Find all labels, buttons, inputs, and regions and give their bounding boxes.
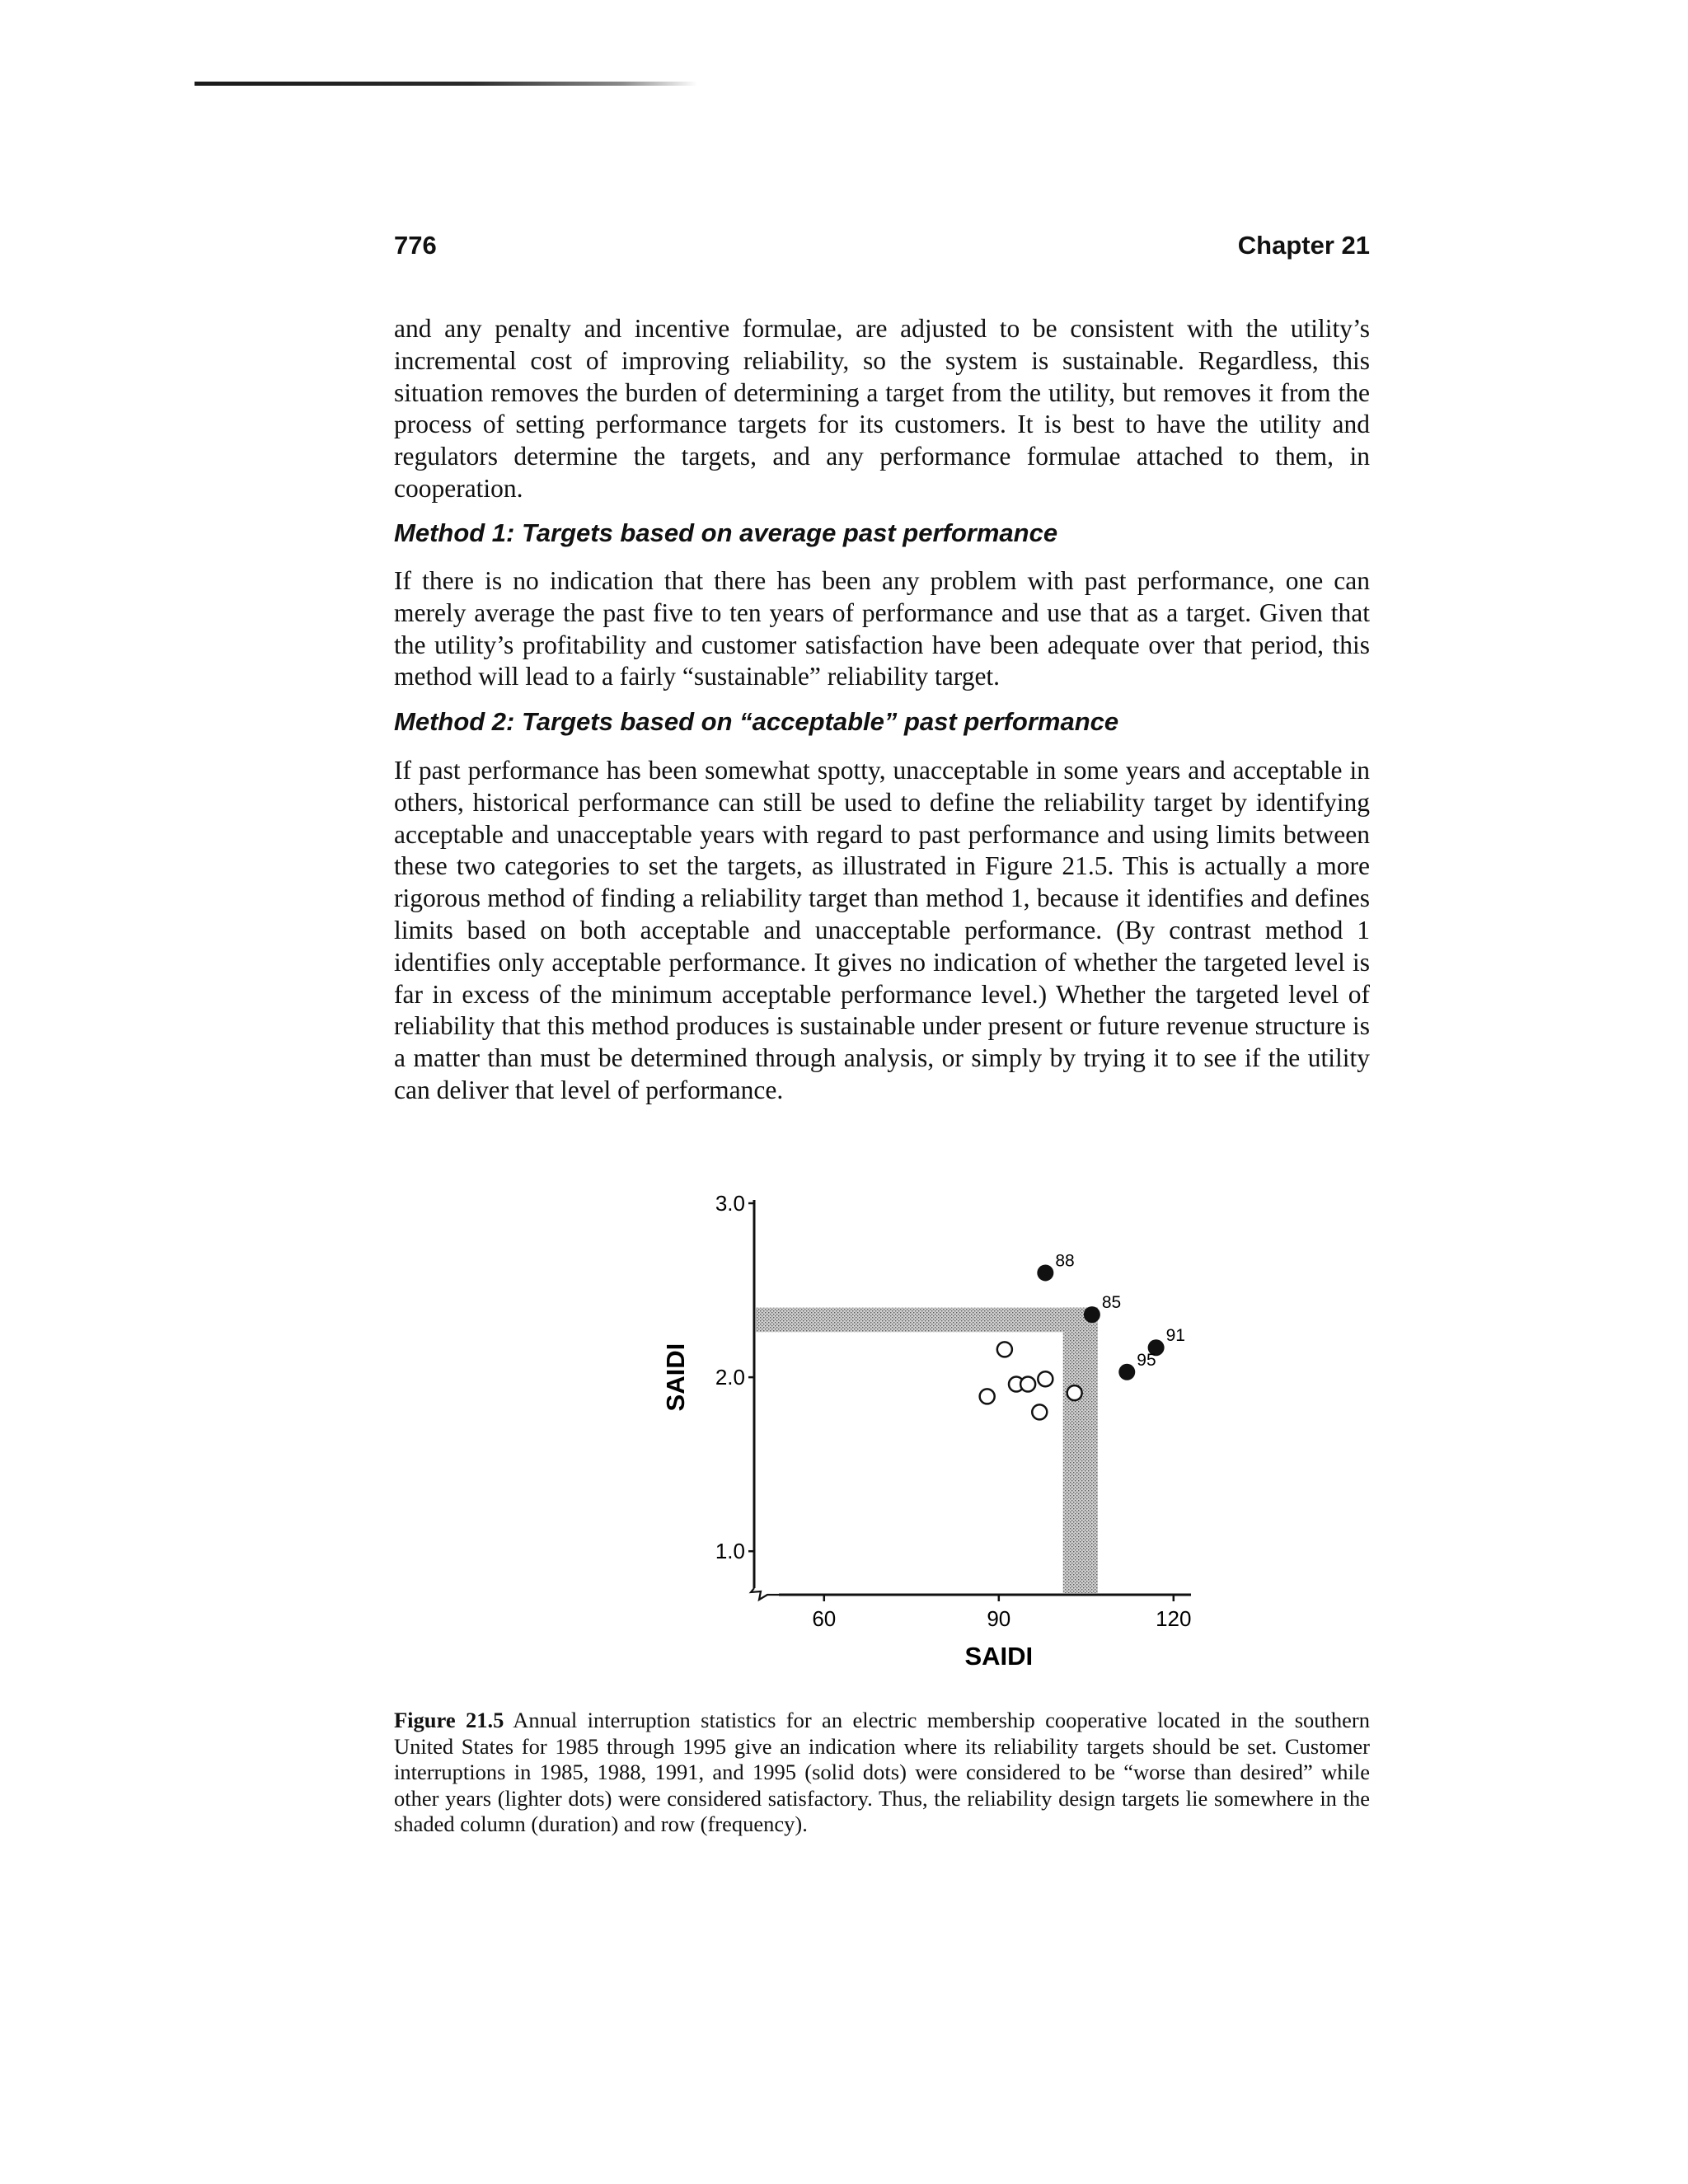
figure-21-5 bbox=[659, 1170, 1236, 1681]
point-year-label: 88 bbox=[1055, 1251, 1075, 1271]
point-year-label: 85 bbox=[1101, 1293, 1122, 1313]
shaded-row-band bbox=[756, 1308, 1098, 1333]
body-paragraph: If there is no indication that there has been any problem with past performance, one can merely average the past five to ten years of performance and use that as a target. Given that the utility’s profitability and customer satisfaction have been adequate over that period, this method will lead to a fairly “sustainable” reliability target. bbox=[394, 566, 1370, 691]
open-data-point bbox=[1038, 1371, 1053, 1386]
x-tick-label: 120 bbox=[1156, 1606, 1192, 1631]
solid-data-point bbox=[1084, 1306, 1100, 1323]
y-tick-label: 1.0 bbox=[715, 1539, 745, 1564]
y-axis-title: SAIDI bbox=[661, 1343, 690, 1412]
open-data-point bbox=[1032, 1404, 1047, 1419]
solid-data-point bbox=[1118, 1364, 1135, 1380]
x-tick-label: 90 bbox=[987, 1606, 1011, 1631]
figure-caption bbox=[394, 1708, 1370, 1838]
point-year-label: 95 bbox=[1137, 1350, 1156, 1370]
section-heading-method-1: Method 1: Targets based on average past performance bbox=[394, 518, 1058, 547]
page-header bbox=[394, 231, 1370, 267]
y-tick-label: 3.0 bbox=[715, 1191, 745, 1216]
page-number: 776 bbox=[394, 231, 437, 260]
solid-data-point bbox=[1037, 1264, 1053, 1281]
body-paragraph: If past performance has been somewhat spotty, unacceptable in some years and acceptable in others, historical performance can still be used to define the reliability target by identifying acceptable and unacceptable years with regard to past performance and using limits between these two categories to set the targets, as illustrated in Figure 21.5. This is actually a more rigorous method of finding a reliability target than method 1, because it identifies and defines limits based on both acceptable and unacceptable performance. (By contrast method 1 identifies only acceptable performance. It gives no indication of whether the targeted level is far in excess of the minimum acceptable performance level.) Whether the targeted level of reliability that this method produces is sustainable under present or future revenue structure is a matter than must be determined through analysis, or simply by trying it to see if the utility can deliver that level of performance. bbox=[394, 756, 1370, 1104]
open-data-point bbox=[980, 1389, 995, 1404]
x-tick-label: 60 bbox=[812, 1606, 837, 1631]
scatter-chart bbox=[659, 1170, 1236, 1681]
shaded-column-band bbox=[1063, 1308, 1098, 1593]
chapter-label: Chapter 21 bbox=[1237, 231, 1370, 260]
open-data-point bbox=[997, 1342, 1012, 1357]
open-data-point bbox=[1020, 1377, 1035, 1392]
figure-label: Figure 21.5 bbox=[394, 1708, 504, 1732]
body-paragraph: and any penalty and incentive formulae, are adjusted to be consistent with the utility’s incremental cost of improving reliability, so the system is sustainable. Regardless, this situation removes the burden of determining a target from the utility, but removes it from the process of setting performance targets for its customers. It is best to have the utility and regulators determine the targets, and any performance formulae attached to them, in cooperation. bbox=[394, 314, 1370, 503]
axis-break-mark bbox=[751, 1588, 779, 1600]
y-tick-label: 2.0 bbox=[715, 1365, 745, 1390]
x-axis-title: SAIDI bbox=[964, 1642, 1034, 1671]
section-heading-method-2: Method 2: Targets based on “acceptable” past performance bbox=[394, 707, 1119, 736]
figure-caption-text: Annual interruption statistics for an electric membership cooperative located in the southern United States for 1985 through 1995 give an indication where its reliability targets should be set. Customer interruptions in 1985, 1988, 1991, and 1995 (solid dots) were considered to be “worse than desired” while other years (lighter dots) were considered satisfactory. Thus, the reliability design targets lie somewhere in the shaded column (duration) and row (frequency). bbox=[394, 1708, 1370, 1836]
point-year-label: 91 bbox=[1165, 1326, 1185, 1346]
open-data-point bbox=[1067, 1385, 1082, 1400]
scan-edge-rule bbox=[195, 82, 697, 86]
